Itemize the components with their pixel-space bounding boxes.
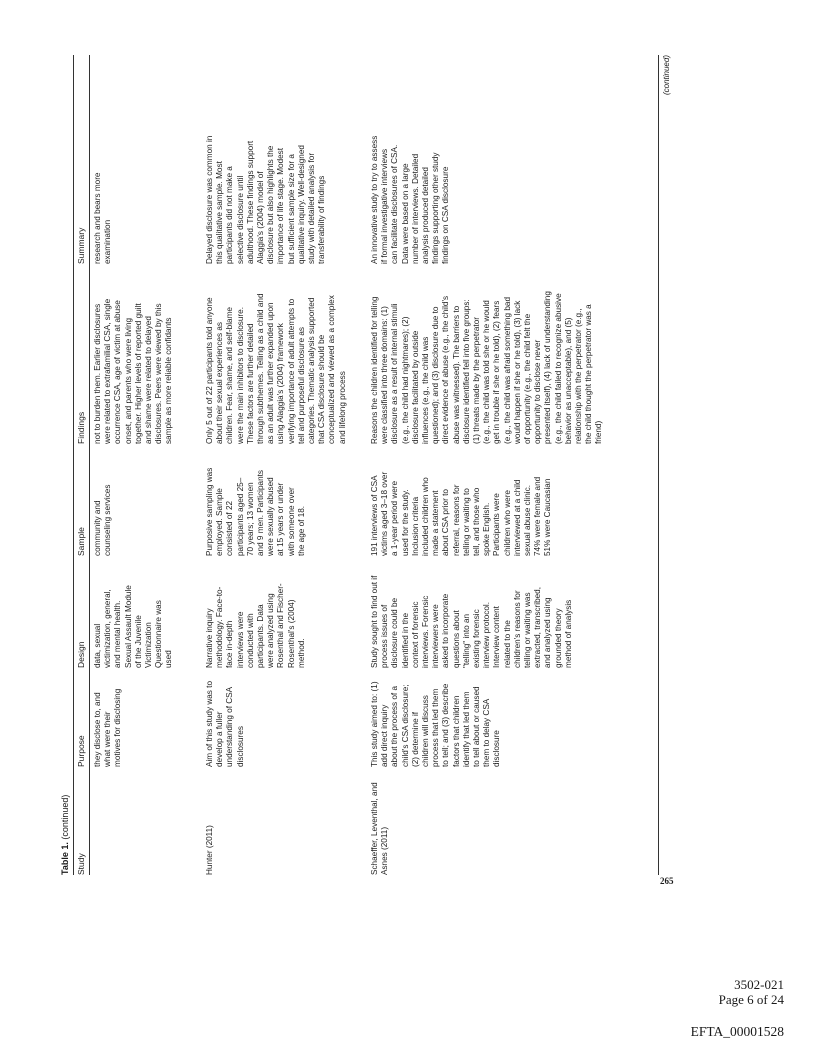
table-cell-summary: An innovative study to try to assess if formal investigative interviews can facilitate disclosures of CSA. Data were based on a large number of interviews. Detailed analysis produced detailed findings supporting other study findings on CSA disclosure [370, 135, 451, 264]
bates-number: EFTA_00001528 [690, 1024, 784, 1039]
table-cell-purpose: they disclose to, and what were their motives for disclosing [93, 688, 123, 767]
document-code: 3502-021 [734, 977, 784, 992]
rotated-table-page [60, 55, 700, 875]
table-caption [60, 795, 71, 875]
table-cell-summary: research and bears more examination [93, 172, 113, 264]
table-cell-study: Schaeffer, Leventhal, and Asnes (2011) [370, 782, 390, 875]
table-caption-continued: (continued) [60, 794, 70, 840]
column-header-design: Design [76, 641, 86, 668]
column-header-study: Study [76, 853, 86, 875]
table-cell-purpose: Aim of this study was to develop a fuller understanding of CSA disclosures [205, 680, 245, 767]
header-top-rule [73, 55, 74, 875]
column-header-purpose: Purpose [76, 735, 86, 767]
table-cell-sample: Purposive sampling was employed. Sample consisted of 22 participants aged 25– 70 years; 13 women and 9 men. Participants were sexually abused at 15 years or under with someone over the age of 18. [205, 467, 306, 556]
table-cell-purpose: This study aimed to: (1) add direct inquiry about the process of a child's CSA disclosure; (2) determine if children will discuss process that led them to tell; and (3) describe factors that children identify that led them to tell about or caused them to delay CSA disclosure [370, 681, 502, 767]
continued-label: (continued) [662, 55, 671, 96]
table-cell-findings: not to burden them. Earlier disclosures were related to extrafamilial CSA, single occurrence CSA, age of victim at abuse onset, and parents who were living together. Higher levels of reported guilt and shame were related to delayed disclosures. Peers were viewed by this sample as more reliable confidants [93, 298, 174, 444]
journal-page-number: 265 [660, 876, 674, 886]
table-bottom-rule [658, 55, 659, 875]
table-cell-design: data, sexual victimization, general, and mental health. Sexual Assault Module of the Juvenile Victimization Questionnaire was used [93, 585, 174, 668]
table-cell-sample: 191 interviews of CSA victims aged 3–18 over a 1-year period were used for the study. Inclusion criteria included children who made a statement about CSA prior to referral, reasons for telling or waiting to tell, and those who spoke English. Participants were children who were interviewed at a child sexual abuse clinic. 74% were female and 51% were Caucasian [370, 471, 553, 556]
table-cell-findings: Reasons the children identified for telling were classified into three domains: (1) disclosure as a result of internal stimuli (e.g., the child had nightmares); (2) disclosure facilitated by outside influences (e.g., the child was questioned); and (3) disclosure due to direct evidence of abuse (e.g., the child's abuse was witnessed). The barriers to disclosure identified fell into five groups: (1) threats made by the perpetrator (e.g., the child was told she or he would get in trouble if she or he told), (2) fears (e.g., the child was afraid something bad would happen if she or he told), (3) lack of opportunity (e.g., the child felt the opportunity to disclose never presented itself), (4) lack of understanding (e.g., the child failed to recognize abusive behavior as unacceptable), and (5) relationship with the perpetrator (e.g., the child thought the perpetrator was a friend) [370, 291, 604, 444]
page-of-label: Page 6 of 24 [718, 992, 784, 1007]
table-caption-label: Table 1. [60, 842, 70, 875]
table-cell-design: Narrative inquiry methodology. Face-to- face in-depth interviews were conducted with participants. Data were analyzed using Rosenthal and Fischer- Rosenthal's (2004) method. [205, 583, 306, 668]
column-header-sample: Sample [76, 527, 86, 556]
table-cell-design: Study sought to find out if process issues of disclosure could be identified in the context of forensic interviews. Forensic interviewers were asked to incorporate questions about "telling" into an existing forensic interview protocol. Interview content related to the children's reasons for telling or waiting was extracted, transcribed, and analyzed using grounded theory method of analysis [370, 575, 573, 668]
table-cell-sample: community and counseling services [93, 484, 113, 556]
column-header-summary: Summary [76, 227, 86, 264]
table-cell-findings: Only 5 out of 22 participants told anyone about their sexual experiences as children. Fear, shame, and self-blame were the main inhibitors to disclosure. These factors are further detailed through subthemes. Telling as a child and as an adult was further expanded upon using Alaggia's (2004) framework verifying importance of adult attempts to tell and purposeful disclosure as categories. Thematic analysis supported that CSA disclosure should be conceptualized and viewed as a complex and lifelong process [205, 293, 347, 444]
column-header-findings: Findings [76, 411, 86, 444]
table-cell-summary: Delayed disclosure was common in this qualitative sample. Most participants did not make a selective disclosure until adulthood. These findings support Alaggia's (2004) model of disclosure but also highlights the importance of life stage. Modest but sufficient sample size for a qualitative inquiry. Well-designed study with detailed analysis for transferability of findings [205, 135, 327, 264]
header-bottom-rule [89, 55, 90, 875]
table-cell-study: Hunter (2011) [205, 825, 214, 875]
